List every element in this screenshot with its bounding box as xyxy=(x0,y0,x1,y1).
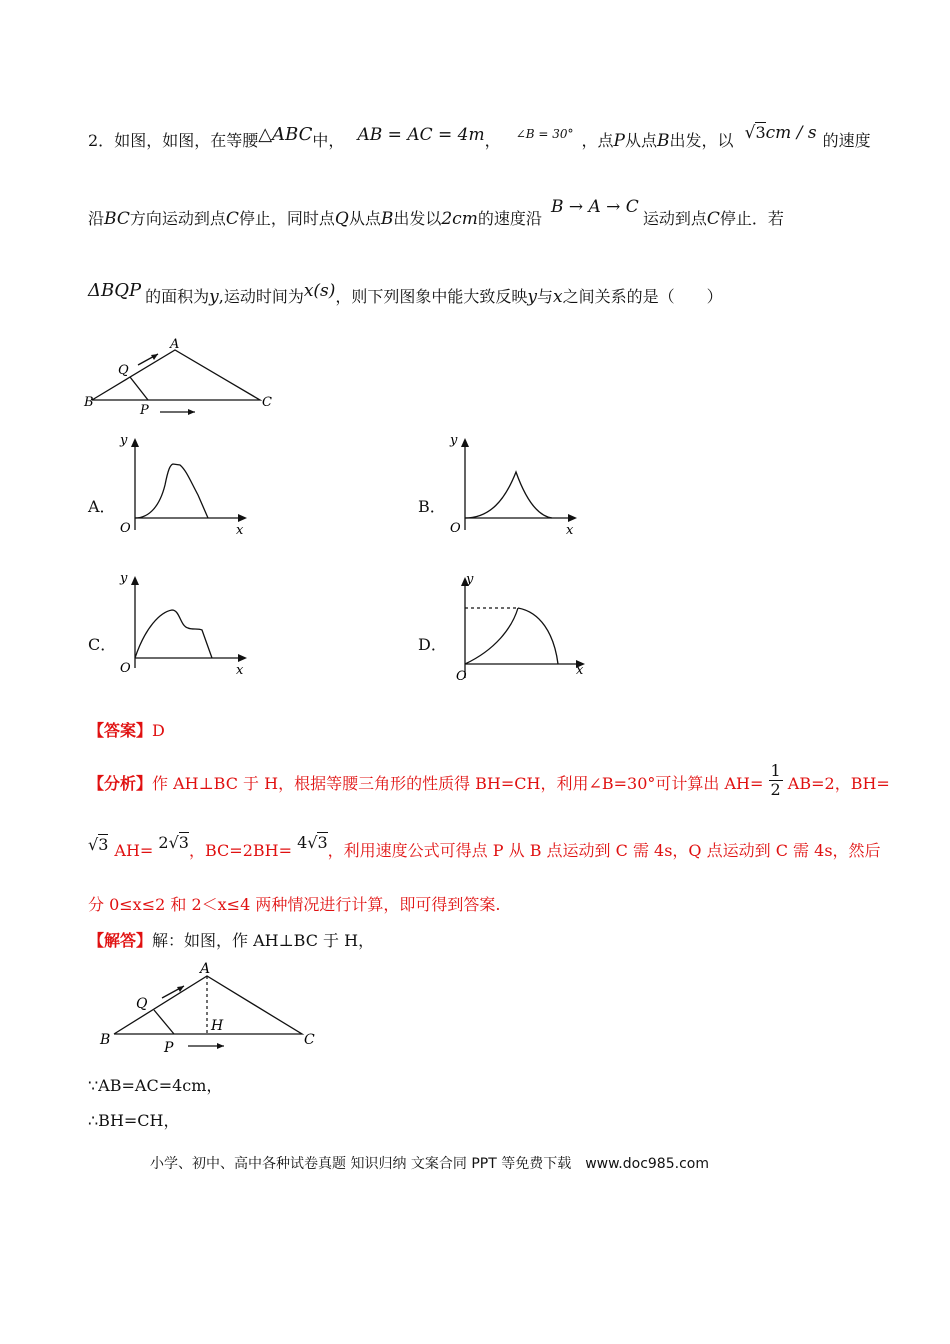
origin-label: O xyxy=(120,521,131,536)
math-q: Q xyxy=(334,209,349,229)
solution-text: 解：如图，作 AH⊥BC 于 H， xyxy=(152,931,375,950)
text: ，点 xyxy=(581,131,614,150)
text: 中， xyxy=(312,131,345,150)
vertex-label-b: B xyxy=(84,395,94,410)
option-c-label[interactable]: C． xyxy=(88,635,117,654)
text: 从点 xyxy=(348,209,381,228)
text: 之间关系的是（ ） xyxy=(562,287,723,306)
answer-line xyxy=(88,718,165,741)
text: 如图，如图，在等腰 xyxy=(114,131,259,150)
vertex-label-c: C xyxy=(262,395,272,410)
math-4sqrt3: 4√3 xyxy=(297,833,328,852)
point-label-q: Q xyxy=(136,996,148,1012)
option-b-graph[interactable] xyxy=(440,430,590,540)
point-label-q: Q xyxy=(118,363,129,378)
math-ab-ac: AB = AC = 4m xyxy=(357,125,485,145)
math-speed-2: 2cm xyxy=(441,209,478,229)
answer-value: D xyxy=(152,721,165,740)
math-sqrt3: √3 xyxy=(88,835,109,854)
point-label-p: P xyxy=(140,403,149,418)
solution-line xyxy=(88,928,374,951)
text: ，则下列图象中能大致反映 xyxy=(335,287,528,306)
option-d-label[interactable]: D． xyxy=(418,635,447,654)
origin-label: O xyxy=(456,669,467,684)
axis-y-label: y xyxy=(450,433,458,448)
math-y: y xyxy=(209,287,219,307)
option-a-label[interactable]: A． xyxy=(88,497,116,516)
step-line: ∵AB=AC=4cm， xyxy=(88,1076,223,1095)
math-bqp: ΔBQP xyxy=(88,280,142,301)
text: 出发，以 xyxy=(669,131,734,150)
point-label-h: H xyxy=(211,1018,224,1034)
analysis-line-3: 分 0≤x≤2 和 2＜x≤4 两种情况进行计算，即可得到答案. xyxy=(88,895,501,914)
text: ，利用速度公式可得点 P 从 B 点运动到 C 需 4s，Q 点运动到 C 需 4s，然后 xyxy=(327,841,881,860)
text: ，BC=2BH= xyxy=(188,841,292,860)
text: 停止，同时点 xyxy=(238,209,335,228)
coefficient: 4 xyxy=(297,833,308,852)
axis-x-label: x xyxy=(236,663,244,678)
point-label-p: P xyxy=(164,1040,174,1056)
axis-y-label: y xyxy=(120,433,128,448)
text: 从点 xyxy=(625,131,658,150)
analysis-line-2 xyxy=(88,833,881,861)
question-line-2 xyxy=(88,197,784,229)
triangle-figure-2 xyxy=(92,960,332,1060)
math-triangle-abc: △ABC xyxy=(258,124,313,145)
question-number: 2． xyxy=(88,131,115,150)
option-d-graph[interactable] xyxy=(440,568,600,684)
math-p: P xyxy=(613,131,625,151)
math-y: y xyxy=(527,287,538,307)
text: 的速度 xyxy=(822,131,871,150)
page-footer: 小学、初中、高中各种试卷真题 知识归纳 文案合同 PPT 等免费下载 www.doc985.com xyxy=(150,1156,709,1172)
vertex-label-b: B xyxy=(100,1032,111,1048)
fraction-numerator: 1 xyxy=(770,761,781,780)
math-b: B xyxy=(657,131,670,151)
vertex-label-a: A xyxy=(170,337,180,352)
question-line-1 xyxy=(88,123,871,151)
sqrt-radicand: 3 xyxy=(755,123,766,142)
text: 运动到点 xyxy=(642,209,707,228)
math-2sqrt3: 2√3 xyxy=(158,833,189,852)
axis-x-label: x xyxy=(576,663,584,678)
answer-tag: 【答案】 xyxy=(88,721,153,740)
text: 与 xyxy=(537,287,554,306)
vertex-label-c: C xyxy=(304,1032,315,1048)
text: 停止．若 xyxy=(719,209,784,228)
math-c: C xyxy=(225,209,239,229)
axis-x-label: x xyxy=(236,523,244,538)
text: ， xyxy=(484,131,501,150)
text: AB=2，BH= xyxy=(787,774,890,793)
math-bc: BC xyxy=(104,209,130,229)
fraction-half xyxy=(769,762,783,799)
triangle-figure-1 xyxy=(80,330,280,420)
origin-label: O xyxy=(450,521,461,536)
analysis-tag: 【分析】 xyxy=(88,774,153,793)
math-xs: x(s) xyxy=(303,281,336,301)
math-speed: √3cm / s xyxy=(744,123,817,143)
vertex-label-a: A xyxy=(200,961,211,977)
text: ,运动时间为 xyxy=(218,287,304,306)
coefficient: 2 xyxy=(158,833,169,852)
sqrt-radicand: 3 xyxy=(98,835,109,854)
sqrt-radicand: 3 xyxy=(178,833,189,852)
math-angle-b: ∠B = 30° xyxy=(515,127,574,141)
axis-x-label: x xyxy=(566,523,574,538)
text: 的速度沿 xyxy=(477,209,542,228)
text: 的面积为 xyxy=(145,287,210,306)
math-path: B → A → C xyxy=(550,197,639,217)
question-line-3 xyxy=(88,280,723,307)
axis-y-label: y xyxy=(120,571,128,586)
text: 作 AH⊥BC 于 H，根据等腰三角形的性质得 BH=CH，利用∠B=30°可计算出 AH= xyxy=(152,774,764,793)
option-c-graph[interactable] xyxy=(110,568,260,678)
text: 沿 xyxy=(88,209,105,228)
step-line: ∴BH=CH， xyxy=(88,1111,180,1130)
text: AH= xyxy=(114,841,154,860)
option-b-label[interactable]: B． xyxy=(418,497,446,516)
math-x: x xyxy=(553,287,563,307)
text: 方向运动到点 xyxy=(129,209,226,228)
speed-unit: cm / s xyxy=(765,123,817,143)
sqrt-radicand: 3 xyxy=(317,833,328,852)
axis-y-label: y xyxy=(466,572,474,587)
analysis-line-1 xyxy=(88,761,890,803)
fraction-denominator: 2 xyxy=(770,780,781,799)
math-b: B xyxy=(380,209,394,229)
solution-tag: 【解答】 xyxy=(88,931,153,950)
text: 出发以 xyxy=(393,209,442,228)
math-c: C xyxy=(706,209,720,229)
origin-label: O xyxy=(120,661,131,676)
option-a-graph[interactable] xyxy=(110,430,260,540)
